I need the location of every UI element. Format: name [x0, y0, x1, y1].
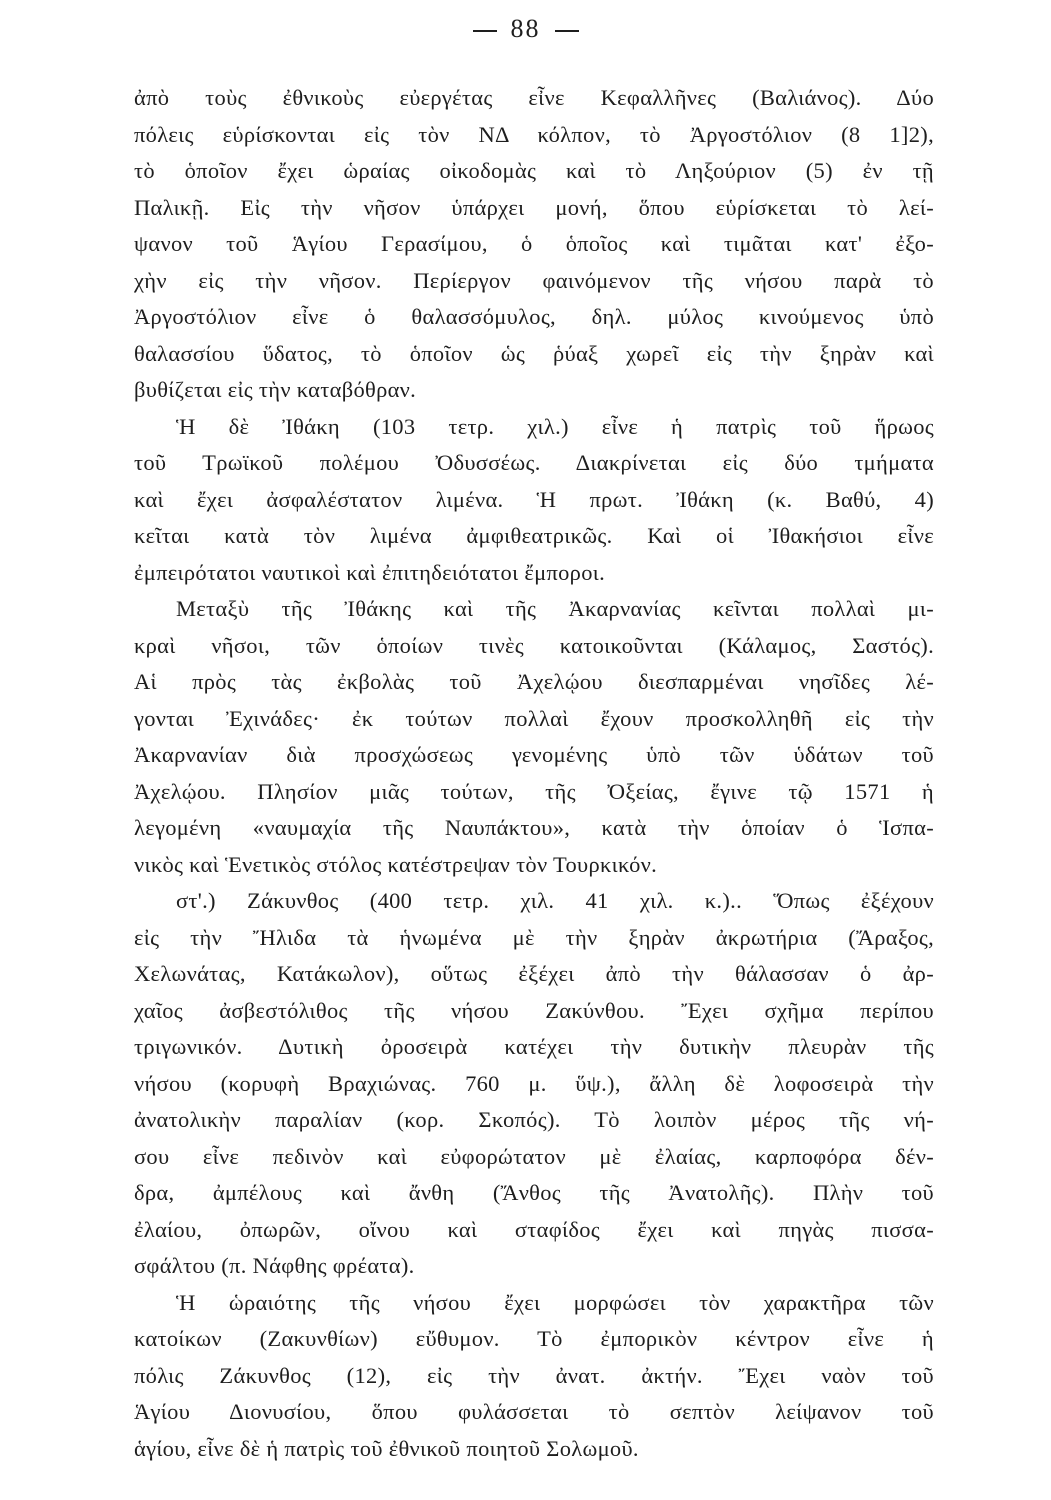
text-line: κραὶ νῆσοι, τῶν ὁποίων τινὲς κατοικοῦνται (Κάλαμος, Σαστός).: [134, 632, 934, 658]
text-line: Παλικῇ. Εἰς τὴν νῆσον ὑπάρχει μονή, ὅπου εὑρίσκεται τὸ λεί-: [134, 194, 934, 220]
text-line: Ἁγίου Διονυσίου, ὅπου φυλάσσεται τὸ σεπτὸν λείψανον τοῦ: [134, 1399, 934, 1424]
text-line: πόλις Ζάκυνθος (12), εἰς τὴν ἀνατ. ἀκτήν. Ἔχει ναὸν τοῦ: [134, 1362, 934, 1388]
text-line: νήσου (κορυφὴ Βραχιώνας. 760 μ. ὕψ.), ἄλλη δὲ λοφοσειρὰ τὴν: [134, 1070, 934, 1096]
text-line: γονται Ἐχινάδες· ἐκ τούτων πολλαὶ ἔχουν προσκολληθῆ εἰς τὴν: [134, 705, 934, 731]
text-line: Μεταξὺ τῆς Ἰθάκης καὶ τῆς Ἀκαρνανίας κεῖνται πολλαὶ μι-: [176, 596, 934, 621]
text-line: λεγομένη «ναυμαχία τῆς Ναυπάκτου», κατὰ τὴν ὁποίαν ὁ Ἱσπα-: [134, 815, 934, 840]
body-text: [134, 80, 934, 1467]
text-line: νικὸς καὶ Ἑνετικὸς στόλος κατέστρεψαν τὸν Τουρκικόν.: [134, 851, 658, 877]
text-line: στ'.) Ζάκυνθος (400 τετρ. χιλ. 41 χιλ. κ.).. Ὅπως ἐξέχουν: [176, 888, 934, 913]
text-line: σου εἶνε πεδινὸν καὶ εὐφορώτατον μὲ ἐλαίας, καρποφόρα δέν-: [134, 1143, 934, 1169]
text-line: χὴν εἰς τὴν νῆσον. Περίεργον φαινόμενον τῆς νήσου παρὰ τὸ: [134, 267, 934, 293]
text-line: τοῦ Τρωϊκοῦ πολέμου Ὀδυσσέως. Διακρίνεται εἰς δύο τμήματα: [134, 450, 934, 475]
text-line: Αἱ πρὸς τὰς ἐκβολὰς τοῦ Ἀχελῴου διεσπαρμέναι νησῖδες λέ-: [134, 669, 934, 694]
text-line: ἀνατολικὴν παραλίαν (κορ. Σκοπός). Τὸ λοιπὸν μέρος τῆς νή-: [134, 1107, 934, 1132]
text-line: Ἡ δὲ Ἰθάκη (103 τετρ. χιλ.) εἶνε ἡ πατρὶς τοῦ ἥρωος: [176, 413, 934, 439]
text-line: εἰς τὴν Ἤλιδα τὰ ἡνωμένα μὲ τὴν ξηρὰν ἀκρωτήρια (Ἄραξος,: [134, 924, 934, 950]
text-line: Ἀργοστόλιον εἶνε ὁ θαλασσόμυλος, δηλ. μύλος κινούμενος ὑπὸ: [134, 304, 934, 329]
page-number-header: [0, 14, 1051, 44]
text-line: κεῖται κατὰ τὸν λιμένα ἀμφιθεατρικῶς. Καὶ οἱ Ἰθακήσιοι εἶνε: [134, 523, 934, 548]
left-dash: [473, 30, 497, 32]
text-line: Ἡ ὡραιότης τῆς νήσου ἔχει μορφώσει τὸν χαρακτῆρα τῶν: [176, 1289, 934, 1315]
text-line: καὶ ἔχει ἀσφαλέστατον λιμένα. Ἡ πρωτ. Ἰθάκη (κ. Βαθύ, 4): [134, 486, 934, 512]
text-line: ἀπὸ τοὺς ἐθνικοὺς εὐεργέτας εἶνε Κεφαλλῆνες (Βαλιάνος). Δύο: [134, 85, 934, 110]
text-line: ψανον τοῦ Ἁγίου Γερασίμου, ὁ ὁποῖος καὶ τιμᾶται κατ' ἐξο-: [134, 231, 934, 256]
text-line: Ἀκαρνανίαν διὰ προσχώσεως γενομένης ὑπὸ τῶν ὑδάτων τοῦ: [134, 742, 934, 767]
page-number: 88: [510, 14, 541, 43]
text-line: βυθίζεται εἰς τὴν καταβόθραν.: [134, 377, 417, 402]
text-line: τριγωνικόν. Δυτικὴ ὀροσειρὰ κατέχει τὴν δυτικὴν πλευρὰν τῆς: [134, 1034, 934, 1059]
text-line: πόλεις εὑρίσκονται εἰς τὸν ΝΔ κόλπον, τὸ Ἀργοστόλιον (8 1]2),: [134, 121, 934, 147]
right-dash: [555, 30, 579, 32]
text-line: Ἀχελῴου. Πλησίον μιᾶς τούτων, τῆς Ὀξείας, ἔγινε τῷ 1571 ἡ: [134, 778, 934, 804]
text-line: κατοίκων (Ζακυνθίων) εὔθυμον. Τὸ ἐμπορικὸν κέντρον εἶνε ἡ: [134, 1326, 934, 1351]
text-line: ἁγίου, εἶνε δὲ ἡ πατρὶς τοῦ ἐθνικοῦ ποιητοῦ Σολωμοῦ.: [134, 1435, 639, 1461]
text-line: σφάλτου (π. Νάφθης φρέατα).: [134, 1253, 415, 1278]
text-line: δρα, ἀμπέλους καὶ ἄνθη (Ἄνθος τῆς Ἀνατολῆς). Πλὴν τοῦ: [134, 1180, 934, 1205]
text-line: τὸ ὁποῖον ἔχει ὡραίας οἰκοδομὰς καὶ τὸ Ληξούριον (5) ἐν τῇ: [134, 158, 934, 183]
text-line: θαλασσίου ὕδατος, τὸ ὁποῖον ὡς ῥύαξ χωρεῖ εἰς τὴν ξηρὰν καὶ: [134, 340, 934, 366]
text-line: Χελωνάτας, Κατάκωλον), οὕτως ἐξέχει ἀπὸ τὴν θάλασσαν ὁ ἀρ-: [134, 961, 934, 986]
text-line: χαῖος ἀσβεστόλιθος τῆς νήσου Ζακύνθου. Ἔχει σχῆμα περίπου: [134, 997, 934, 1023]
text-line: ἐλαίου, ὀπωρῶν, οἴνου καὶ σταφίδος ἔχει καὶ πηγὰς πισσα-: [134, 1216, 934, 1242]
text-line: ἐμπειρότατοι ναυτικοὶ καὶ ἐπιτηδειότατοι ἔμποροι.: [134, 559, 606, 585]
